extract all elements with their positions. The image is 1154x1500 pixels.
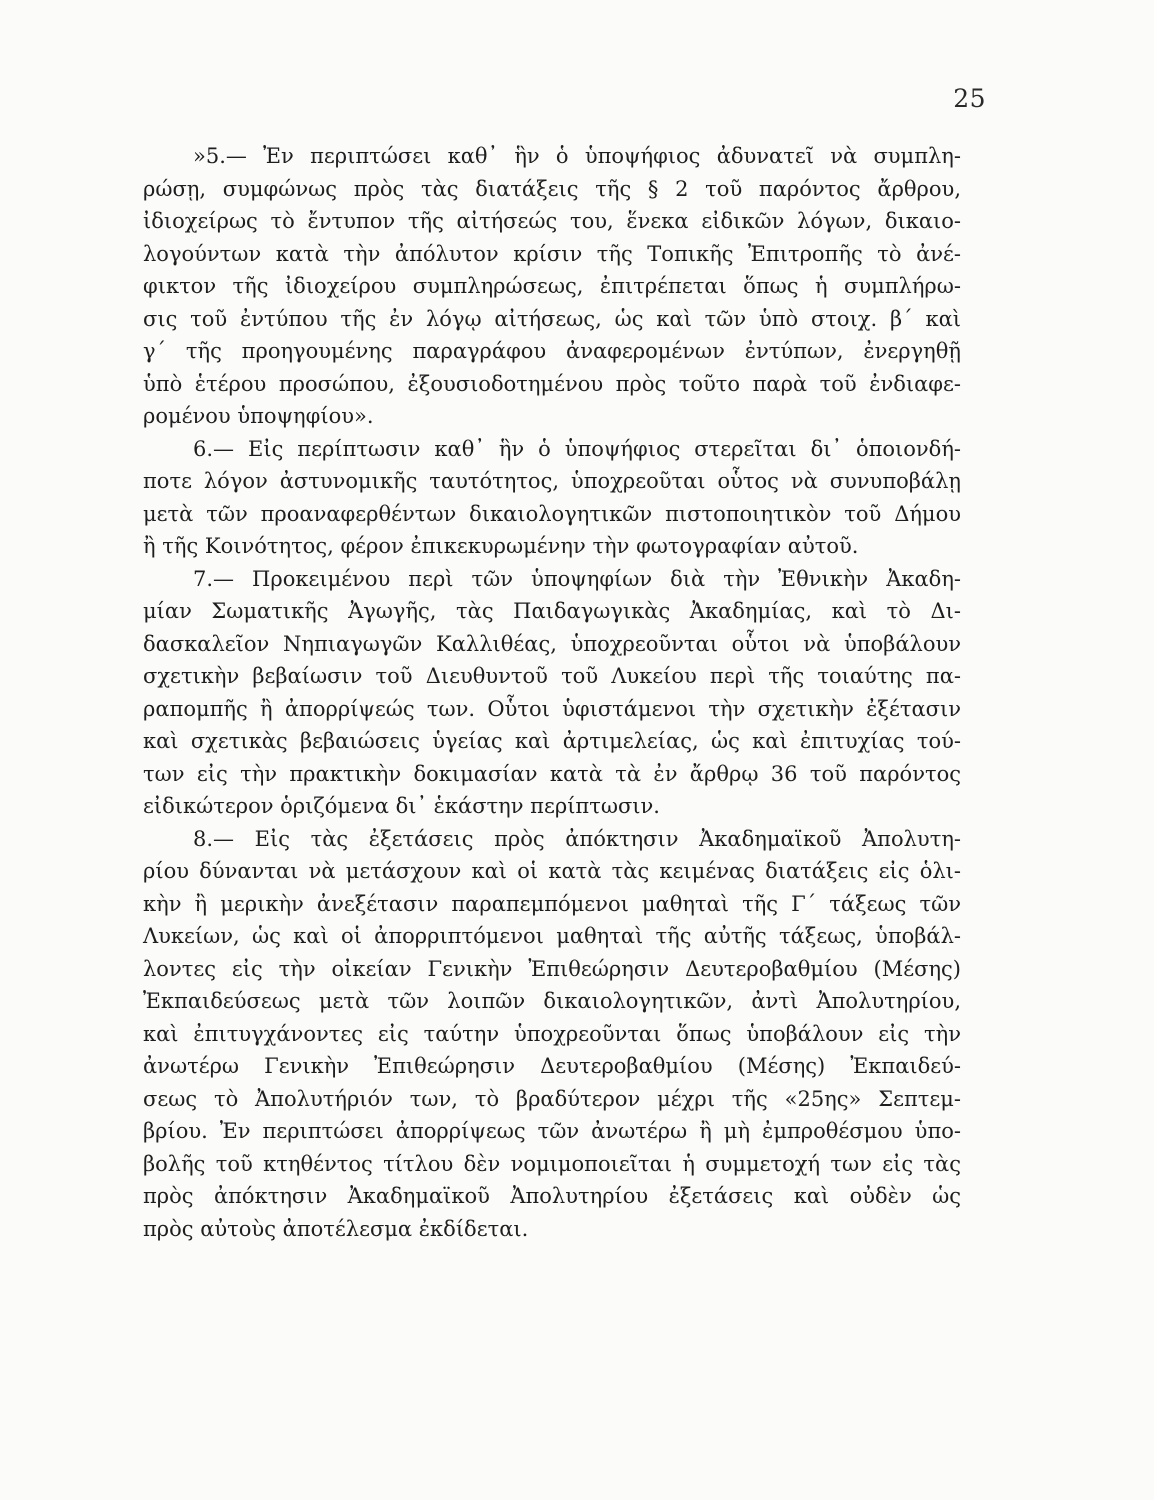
text-line: 6.— Εἰς περίπτωσιν καθ᾿ ἣν ὁ ὑποψήφιος στερεῖται δι᾿ ὁποιονδή- bbox=[193, 436, 961, 461]
text-line: σχετικὴν βεβαίωσιν τοῦ Διευθυντοῦ τοῦ Λυκείου περὶ τῆς τοιαύτης πα- bbox=[143, 664, 961, 688]
text-line: μετὰ τῶν προαναφερθέντων δικαιολογητικῶν πιστοποιητικὸν τοῦ Δήμου bbox=[143, 501, 961, 526]
body-text bbox=[143, 140, 961, 1245]
text-line: 8.— Εἰς τὰς ἐξετάσεις πρὸς ἀπόκτησιν Ἀκαδημαϊκοῦ Ἀπολυτη- bbox=[193, 826, 961, 851]
text-line: εἰδικώτερον ὁριζόμενα δι᾿ ἑκάστην περίπτωσιν. bbox=[143, 794, 660, 818]
text-line: Λυκείων, ὡς καὶ οἱ ἀπορριπτόμενοι μαθηταὶ τῆς αὐτῆς τάξεως, ὑποβάλ- bbox=[143, 924, 961, 948]
text-line: Ἐκπαιδεύσεως μετὰ τῶν λοιπῶν δικαιολογητικῶν, ἀντὶ Ἀπολυτηρίου, bbox=[143, 989, 961, 1013]
text-line: ἰδιοχείρως τὸ ἔντυπον τῆς αἰτήσεώς του, ἕνεκα εἰδικῶν λόγων, δικαιο- bbox=[143, 209, 961, 233]
text-line: »5.— Ἐν περιπτώσει καθ᾿ ἣν ὁ ὑποψήφιος ἀδυνατεῖ νὰ συμπλη- bbox=[193, 144, 961, 168]
text-line: πρὸς αὐτοὺς ἀποτέλεσμα ἐκδίδεται. bbox=[143, 1216, 529, 1241]
text-line: καὶ ἐπιτυγχάνοντες εἰς ταύτην ὑποχρεοῦνται ὅπως ὑποβάλουν εἰς τὴν bbox=[143, 1021, 961, 1046]
text-line: ποτε λόγον ἀστυνομικῆς ταυτότητος, ὑποχρεοῦται οὗτος νὰ συνυποβάλῃ bbox=[143, 469, 961, 493]
text-line: μίαν Σωματικῆς Ἀγωγῆς, τὰς Παιδαγωγικὰς Ἀκαδημίας, καὶ τὸ Δι- bbox=[143, 599, 961, 623]
text-line: δασκαλεῖον Νηπιαγωγῶν Καλλιθέας, ὑποχρεοῦνται οὗτοι νὰ ὑποβάλουν bbox=[143, 631, 961, 656]
text-line: ὑπὸ ἑτέρου προσώπου, ἐξουσιοδοτημένου πρὸς τοῦτο παρὰ τοῦ ἐνδιαφε- bbox=[143, 371, 961, 396]
text-line: σεως τὸ Ἀπολυτήριόν των, τὸ βραδύτερον μέχρι τῆς «25ης» Σεπτεμ- bbox=[143, 1086, 961, 1111]
text-line: καὶ σχετικὰς βεβαιώσεις ὑγείας καὶ ἀρτιμελείας, ὡς καὶ ἐπιτυχίας τού- bbox=[143, 729, 961, 753]
text-line: γ´ τῆς προηγουμένης παραγράφου ἀναφερομένων ἐντύπων, ἐνεργηθῇ bbox=[143, 339, 961, 363]
text-line: ἀνωτέρω Γενικὴν Ἐπιθεώρησιν Δευτεροβαθμίου (Μέσης) Ἐκπαιδεύ- bbox=[143, 1054, 961, 1078]
text-line: πρὸς ἀπόκτησιν Ἀκαδημαϊκοῦ Ἀπολυτηρίου ἐξετάσεις καὶ οὐδὲν ὡς bbox=[143, 1184, 961, 1208]
text-line: ραπομπῆς ἢ ἀπορρίψεώς των. Οὗτοι ὑφιστάμενοι τὴν σχετικὴν ἐξέτασιν bbox=[143, 696, 961, 721]
text-line: λοντες εἰς τὴν οἰκείαν Γενικὴν Ἐπιθεώρησιν Δευτεροβαθμίου (Μέσης) bbox=[143, 956, 961, 981]
text-line: βολῆς τοῦ κτηθέντος τίτλου δὲν νομιμοποιεῖται ἡ συμμετοχή των εἰς τὰς bbox=[143, 1151, 961, 1176]
page-number: 25 bbox=[953, 84, 986, 113]
text-line: κὴν ἢ μερικὴν ἀνεξέτασιν παραπεμπόμενοι μαθηταὶ τῆς Γ´ τάξεως τῶν bbox=[143, 891, 961, 916]
text-line: ρομένου ὑποψηφίου». bbox=[143, 404, 374, 428]
text-line: βρίου. Ἐν περιπτώσει ἀπορρίψεως τῶν ἀνωτέρω ἢ μὴ ἐμπροθέσμου ὑπο- bbox=[143, 1119, 961, 1143]
text-line: ρίου δύνανται νὰ μετάσχουν καὶ οἱ κατὰ τὰς κειμένας διατάξεις εἰς ὁλι- bbox=[143, 859, 961, 883]
text-line: ἢ τῆς Κοινότητος, φέρον ἐπικεκυρωμένην τὴν φωτογραφίαν αὐτοῦ. bbox=[143, 534, 859, 558]
text-line: 7.— Προκειμένου περὶ τῶν ὑποψηφίων διὰ τὴν Ἐθνικὴν Ἀκαδη- bbox=[193, 566, 961, 591]
text-line: ρώσῃ, συμφώνως πρὸς τὰς διατάξεις τῆς § 2 τοῦ παρόντος ἄρθρου, bbox=[143, 176, 961, 201]
text-line: λογούντων κατὰ τὴν ἀπόλυτον κρίσιν τῆς Τοπικῆς Ἐπιτροπῆς τὸ ἀνέ- bbox=[143, 241, 961, 266]
text-line: των εἰς τὴν πρακτικὴν δοκιμασίαν κατὰ τὰ ἐν ἄρθρῳ 36 τοῦ παρόντος bbox=[143, 761, 961, 786]
text-line: σις τοῦ ἐντύπου τῆς ἐν λόγῳ αἰτήσεως, ὡς καὶ τῶν ὑπὸ στοιχ. β´ καὶ bbox=[143, 306, 961, 331]
text-line: φικτον τῆς ἰδιοχείρου συμπληρώσεως, ἐπιτρέπεται ὅπως ἡ συμπλήρω- bbox=[143, 274, 961, 298]
